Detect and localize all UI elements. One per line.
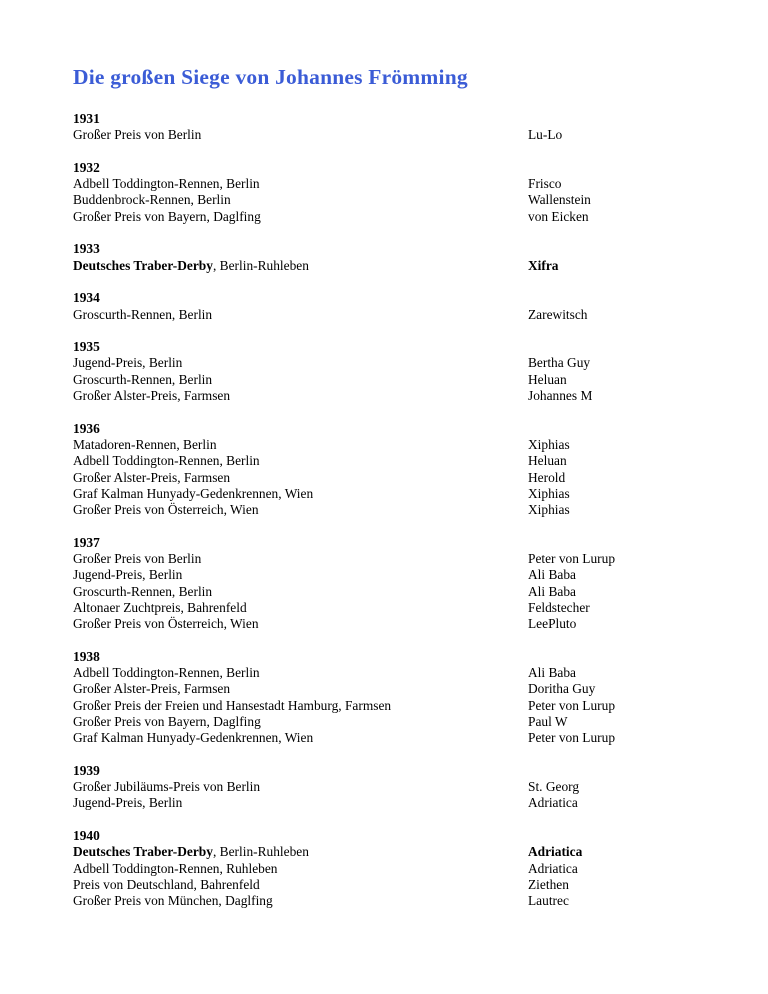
race-name [73, 681, 230, 696]
race-name [73, 355, 182, 370]
year-heading: 1934 [73, 290, 100, 306]
results-list [73, 111, 715, 910]
result-row [73, 795, 715, 811]
year-rows [73, 551, 715, 632]
result-row [73, 730, 715, 746]
race-name [73, 258, 309, 273]
winning-horse: Peter von Lurup [528, 551, 616, 567]
race-name-rest: Großer Preis der Freien und Hansestadt Hamburg, Farmsen [73, 697, 392, 713]
year-section [73, 160, 715, 225]
race-name [73, 698, 391, 713]
winning-horse: Peter von Lurup [528, 730, 616, 746]
result-row [73, 861, 715, 877]
race-name-rest: Großer Alster-Preis, Farmsen [73, 388, 231, 404]
year-section [73, 535, 715, 633]
result-row [73, 453, 715, 469]
race-name-bold: Deutsches Traber-Derby [73, 844, 213, 860]
race-name [73, 584, 212, 599]
result-row [73, 127, 715, 143]
result-row [73, 470, 715, 486]
race-name [73, 372, 212, 387]
year-heading: 1932 [73, 159, 100, 175]
result-row [73, 779, 715, 795]
race-name [73, 795, 182, 810]
year-heading: 1935 [73, 339, 100, 355]
year-rows [73, 779, 715, 812]
winning-horse: Ali Baba [528, 583, 576, 599]
winning-horse: Adriatica [528, 795, 578, 811]
race-name [73, 779, 260, 794]
result-row [73, 176, 715, 192]
winning-horse: Feldstecher [528, 599, 590, 615]
race-name [73, 192, 231, 207]
year-section [73, 828, 715, 909]
winning-horse: Herold [528, 469, 566, 485]
result-row [73, 355, 715, 371]
winning-horse: Ali Baba [528, 567, 576, 583]
race-name-rest: Großer Preis von Österreich, Wien [73, 502, 259, 518]
winning-horse: Heluan [528, 453, 567, 469]
year-rows [73, 176, 715, 225]
year-section [73, 763, 715, 812]
race-name-rest: Großer Alster-Preis, Farmsen [73, 469, 231, 485]
result-row [73, 877, 715, 893]
result-row [73, 192, 715, 208]
winning-horse: St. Georg [528, 779, 580, 795]
race-name-rest: Adbell Toddington-Rennen, Berlin [73, 453, 260, 469]
result-row [73, 258, 715, 274]
race-name-rest: Großer Preis von München, Daglfing [73, 893, 273, 909]
year-rows [73, 355, 715, 404]
year-section [73, 649, 715, 747]
race-name [73, 730, 313, 745]
race-name [73, 600, 247, 615]
winning-horse: von Eicken [528, 208, 589, 224]
winning-horse: Paul W [528, 713, 568, 729]
winning-horse: Lu-Lo [528, 127, 563, 143]
race-name-rest: Groscurth-Rennen, Berlin [73, 371, 213, 387]
winning-horse: Johannes M [528, 388, 593, 404]
year-heading: 1936 [73, 420, 100, 436]
winning-horse: Xifra [528, 257, 559, 273]
winning-horse: Bertha Guy [528, 355, 591, 371]
race-name [73, 486, 313, 501]
year-heading: 1939 [73, 762, 100, 778]
winning-horse: Adriatica [528, 844, 583, 860]
winning-horse: Wallenstein [528, 192, 591, 208]
race-name-rest: Adbell Toddington-Rennen, Berlin [73, 176, 260, 192]
result-row [73, 209, 715, 225]
year-rows [73, 127, 715, 143]
year-heading: 1940 [73, 828, 100, 844]
race-name [73, 861, 277, 876]
winning-horse: Ziethen [528, 876, 569, 892]
year-section [73, 421, 715, 519]
result-row [73, 844, 715, 860]
document-body [73, 64, 715, 926]
race-name [73, 437, 217, 452]
result-row [73, 698, 715, 714]
year-rows [73, 258, 715, 274]
winning-horse: Frisco [528, 176, 562, 192]
page-title: Die großen Siege von Johannes Frömming [73, 65, 468, 89]
year-rows [73, 437, 715, 518]
result-row [73, 893, 715, 909]
result-row [73, 372, 715, 388]
result-row [73, 307, 715, 323]
race-name-rest: Altonaer Zuchtpreis, Bahrenfeld [73, 599, 247, 615]
year-heading: 1938 [73, 648, 100, 664]
winning-horse: Xiphias [528, 485, 570, 501]
race-name-rest: Adbell Toddington-Rennen, Berlin [73, 665, 260, 681]
race-name [73, 844, 309, 859]
race-name [73, 877, 260, 892]
race-name-rest: , Berlin-Ruhleben [212, 257, 309, 273]
race-name-rest: Jugend-Preis, Berlin [73, 355, 183, 371]
race-name-rest: Preis von Deutschland, Bahrenfeld [73, 876, 260, 892]
race-name [73, 567, 182, 582]
race-name-rest: Graf Kalman Hunyady-Gedenkrennen, Wien [73, 485, 314, 501]
race-name-rest: Jugend-Preis, Berlin [73, 567, 183, 583]
race-name [73, 502, 259, 517]
race-name [73, 470, 230, 485]
result-row [73, 567, 715, 583]
winning-horse: Xiphias [528, 436, 570, 452]
race-name-rest: Großer Preis von Österreich, Wien [73, 616, 259, 632]
winning-horse: Lautrec [528, 893, 569, 909]
race-name [73, 893, 273, 908]
race-name [73, 551, 201, 566]
winning-horse: Heluan [528, 371, 567, 387]
year-heading: 1937 [73, 534, 100, 550]
result-row [73, 437, 715, 453]
result-row [73, 714, 715, 730]
winning-horse: LeePluto [528, 616, 577, 632]
result-row [73, 600, 715, 616]
result-row [73, 584, 715, 600]
result-row [73, 388, 715, 404]
winning-horse: Ali Baba [528, 665, 576, 681]
year-section [73, 241, 715, 274]
race-name [73, 616, 259, 631]
race-name [73, 176, 260, 191]
year-section [73, 339, 715, 404]
race-name [73, 388, 230, 403]
year-section [73, 111, 715, 144]
race-name [73, 209, 261, 224]
race-name-rest: Großer Preis von Berlin [73, 551, 202, 567]
race-name [73, 307, 212, 322]
race-name-rest: , Berlin-Ruhleben [212, 844, 309, 860]
race-name-rest: Großer Preis von Bayern, Daglfing [73, 713, 261, 729]
result-row [73, 665, 715, 681]
race-name-rest: Großer Preis von Bayern, Daglfing [73, 208, 261, 224]
winning-horse: Peter von Lurup [528, 697, 616, 713]
race-name-rest: Jugend-Preis, Berlin [73, 795, 183, 811]
result-row [73, 486, 715, 502]
result-row [73, 616, 715, 632]
result-row [73, 502, 715, 518]
race-name-rest: Groscurth-Rennen, Berlin [73, 583, 213, 599]
year-rows [73, 844, 715, 909]
race-name-rest: Großer Preis von Berlin [73, 127, 202, 143]
winning-horse: Doritha Guy [528, 681, 596, 697]
race-name-rest: Adbell Toddington-Rennen, Ruhleben [73, 860, 278, 876]
race-name [73, 127, 201, 142]
race-name-rest: Groscurth-Rennen, Berlin [73, 306, 213, 322]
race-name-rest: Buddenbrock-Rennen, Berlin [73, 192, 231, 208]
winning-horse: Xiphias [528, 502, 570, 518]
year-rows [73, 665, 715, 746]
year-rows [73, 307, 715, 323]
race-name-bold: Deutsches Traber-Derby [73, 257, 213, 273]
winning-horse: Zarewitsch [528, 306, 588, 322]
race-name-rest: Großer Alster-Preis, Farmsen [73, 681, 231, 697]
year-heading: 1931 [73, 111, 100, 126]
year-section [73, 290, 715, 323]
year-heading: 1933 [73, 241, 100, 257]
race-name-rest: Graf Kalman Hunyady-Gedenkrennen, Wien [73, 730, 314, 746]
race-name [73, 665, 260, 680]
race-name-rest: Matadoren-Rennen, Berlin [73, 436, 217, 452]
result-row [73, 681, 715, 697]
result-row [73, 551, 715, 567]
race-name [73, 714, 261, 729]
race-name [73, 453, 260, 468]
race-name-rest: Großer Jubiläums-Preis von Berlin [73, 779, 261, 795]
winning-horse: Adriatica [528, 860, 578, 876]
